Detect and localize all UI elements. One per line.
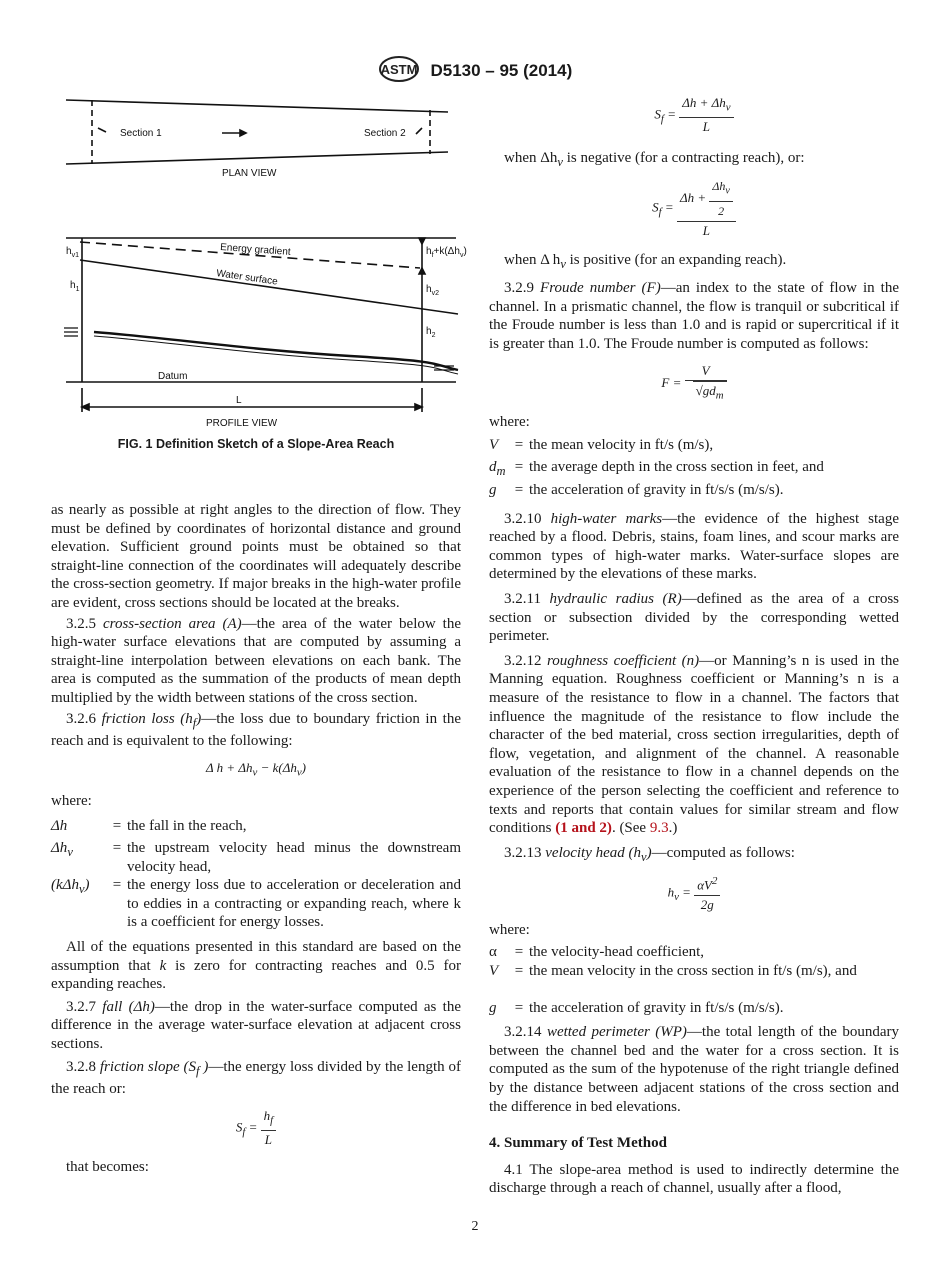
definition-row: V = the mean velocity in the cross section in ft/s (m/s), and: [489, 963, 857, 980]
equation-froude: F = $\frac{V}{√gd_m}$: [489, 362, 899, 406]
profile-view-label: PROFILE VIEW: [206, 418, 278, 429]
figure-slope-area-reach: [50, 92, 470, 432]
equation-friction-slope: $S_f$ = $\frac{h_f}{L}$: [51, 1107, 461, 1150]
definition-row: V = the mean velocity in ft/s (m/s),: [489, 436, 714, 453]
that-becomes: that becomes:: [66, 1158, 149, 1175]
paragraph-3-2-13: 3.2.13 velocity head $(h_v)—computed$ as follows:: [504, 844, 795, 864]
where-label-1: where:: [51, 792, 92, 809]
h2-label: $h_2$: [426, 326, 436, 339]
definition-row: Δh = the fall in the reach,: [51, 817, 247, 834]
equation-sf-contracting: $S_f$ = $\frac{\Delta h + \Delta h_v}{L}$: [489, 94, 899, 137]
left-column: [51, 501, 461, 1176]
paragraph-3-2-14: 3.2.14 wetted perimeter (WP)—the total length of the boundary between the channel bed and the water for a cross section. It is computed as the sum of the hypotenuse of the right triangle defined by the distance between adjacent stations of the cross section and the difference in bed elevations.: [489, 1024, 900, 1115]
designation: D5130 – 95 (2014): [430, 60, 573, 80]
water-surface-label: Water surface: [215, 268, 279, 288]
figure-caption: FIG. 1 Definition Sketch of a Slope-Area Reach: [117, 437, 395, 451]
section-link-9-3[interactable]: 9.3: [649, 820, 669, 837]
where-label-3: where:: [489, 921, 530, 938]
datum-label: Datum: [158, 371, 188, 382]
when-positive: when Δ $h_v$ is positive (for an expanding reach).: [504, 251, 787, 271]
definitions-list-3: [489, 943, 899, 1017]
paragraph-3-2-9: 3.2.9 Froude number (F)—an index to the state of flow in the channel. In a prismatic channel, the flow is tranquil or subcritical if the Froude number is less than 1.0 and is rapid or supercritical if it is greater than 1.0. The Froude number is computed as follows:: [489, 280, 899, 352]
paragraph-3-2-7: 3.2.7 fall (Δh)—the drop in the water-surface computed as the difference in the average water-surface elevation at adjacent cross sections.: [51, 998, 462, 1053]
equation-friction-loss: Δ $h + \Delta h_v - k(\Delta h_v)$: [205, 759, 307, 779]
definitions-list-2: [489, 436, 899, 504]
section1-label: Section 1: [120, 128, 162, 139]
paragraph-3-2-8: 3.2.8 friction slope ($S_f$ )—the energy loss divided by the length of the reach or:: [51, 1058, 462, 1098]
length-label: L: [236, 395, 242, 406]
definition-row: g = the acceleration of gravity in ft/s/s (m/s/s).: [489, 999, 784, 1016]
equation-velocity-head: $h_v$ = $\frac{\alpha V^2}{2g}$: [489, 872, 899, 915]
energy-gradient-label: Energy gradient: [219, 242, 291, 258]
section-4-heading: 4. Summary of Test Method: [489, 1135, 667, 1152]
plan-view-label: PLAN VIEW: [222, 168, 277, 179]
paragraph-3-2-11: 3.2.11 hydraulic radius (R)—defined as the area of a cross section or subsection divided by the corresponding wetted perimeter.: [489, 591, 900, 645]
h1-label: $h_1$: [70, 280, 80, 293]
section2-label: Section 2: [364, 128, 406, 139]
svg-text:ASTM: ASTM: [380, 62, 418, 77]
paragraph-3-2-5: 3.2.5 cross-section area (A)—the area of the water below the high-water surface elevations that are computed by assuming a straight-line interpolation between elevations on each bank. The area is computed as the summation of the products of mean depth multiplied by the width between stations of the cross section.: [51, 615, 462, 706]
page-number: 2: [471, 1219, 479, 1234]
reference-link-1-and-2[interactable]: (1 and 2): [555, 820, 612, 837]
definition-row: $d_m$ = the average depth in the cross section in feet, and: [489, 459, 824, 479]
paragraph-3-2-10: 3.2.10 high-water marks—the evidence of the highest stage reached by a flood. Debris, stains, foam lines, and scour marks are common types of high-water marks. Water-surface slopes are determined by the elevations of these marks.: [489, 510, 899, 583]
definition-row: g = the acceleration of gravity in ft/s/s (m/s/s).: [489, 482, 784, 499]
when-negative: when $\Delta h_v$ is negative (for a contracting reach), or:: [504, 149, 805, 169]
paragraph-3-2-12: 3.2.12 roughness coefficient (n)—or Manning’s n is used in the Manning equation. Roughness coefficient or Manning’s n is a measure of the resistance to flow in a channel. The factors that influence the magnitude of the resistance to flow include the character of the bed material, cross section irregularities, depth of flow, vegetation, and alignment of the channel. A reasonable evaluation of the resistance to flow in a channel depends on the experience of the person selecting the coefficient and reference to texts and reports that contain values for similar stream and flow conditions (1 and 2). (See 9.3.): [489, 652, 900, 837]
definition-row: α = the velocity-head coefficient,: [489, 944, 705, 961]
equation-sf-expanding: $S_f$ = Δh + $\frac{\Delta h_v}{2}$ L: [489, 177, 899, 240]
definition-row: (kΔh$_v$) = the energy loss due to acceleration or deceleration and to eddies in a contracting or expanding reach, where k is a coefficient for energy losses.: [51, 877, 461, 931]
paragraph-assumption: All of the equations presented in this standard are based on the assumption that k is zero for contracting reaches and 0.5 for expanding reaches.: [51, 939, 462, 993]
hf-label: $h_f+k(\Delta h_v)$: [426, 246, 467, 259]
document-header: [0, 56, 950, 87]
where-label-2: where:: [489, 414, 530, 431]
hv1-label: $h_{v1}$: [66, 246, 79, 259]
paragraph-4-1: 4.1 The slope-area method is used to indirectly determine the discharge through a reach of channel, usually after a flood,: [489, 1161, 899, 1197]
definition-row: $\Delta h_v$ = the upstream velocity head minus the downstream velocity head,: [51, 840, 461, 875]
paragraph-3-2-6: 3.2.6 friction loss $(h_f)—the$ loss due to boundary friction in the reach and is equivalent to the following:: [51, 710, 461, 750]
right-column: [489, 94, 899, 1198]
paragraph-intro: as nearly as possible at right angles to the direction of flow. They must be defined by coordinates of horizontal distance and ground elevation. Sufficient ground points must be obtained so that straight-line connection of the coordinates will adequately describe the cross-section geometry. If major breaks in the high-water profile are evident, cross sections should be located at the breaks.: [51, 502, 461, 611]
hv2-label: $h_{v2}$: [426, 284, 439, 297]
definitions-list-1: [51, 817, 461, 933]
astm-logo-icon: [378, 56, 420, 87]
